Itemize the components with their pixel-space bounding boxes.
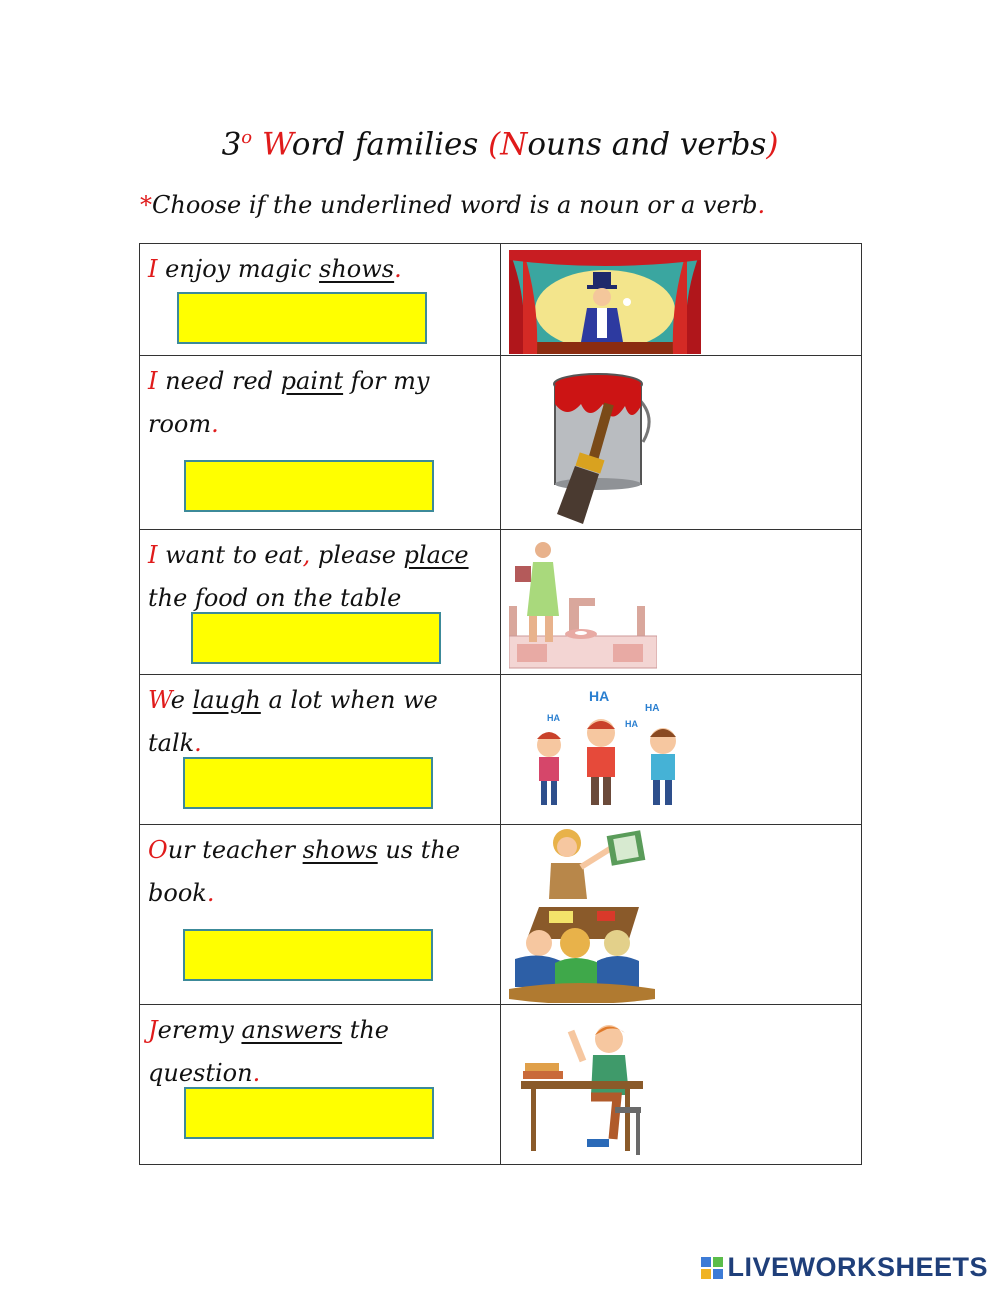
sentence: Jeremy answers the question.: [148, 1016, 390, 1087]
answer-field[interactable]: [191, 612, 441, 664]
underlined-word: laugh: [192, 686, 261, 714]
sentence: Our teacher shows us the book.: [148, 836, 461, 907]
boy-raising-hand-image: [521, 1015, 661, 1159]
magician-on-stage-image: [509, 250, 701, 354]
table-row: [140, 825, 862, 1005]
table-row: [140, 244, 862, 356]
sentence: I want to eat, please place the food on the table: [148, 541, 469, 612]
teacher-showing-book-image: [509, 827, 659, 1003]
answer-field[interactable]: [184, 1087, 434, 1139]
answer-field[interactable]: [183, 929, 433, 981]
answer-field[interactable]: [183, 757, 433, 809]
sentence: We laugh a lot when we talk.: [148, 686, 438, 757]
svg-text:HA: HA: [547, 713, 560, 723]
logo-icon: [701, 1257, 723, 1279]
worksheet-table: [139, 243, 862, 1165]
instruction: *Choose if the underlined word is a noun or a verb.: [140, 191, 766, 219]
woman-setting-table-image: [509, 536, 657, 674]
underlined-word: place: [403, 541, 469, 569]
worksheet-title: 3$^o$ Word families (Nouns and verbs): [221, 126, 779, 163]
underlined-word: shows: [302, 836, 378, 864]
table-row: [140, 356, 862, 530]
answer-field[interactable]: [177, 292, 427, 344]
table-row: [140, 675, 862, 825]
children-laughing-image: [523, 683, 693, 817]
svg-text:HA: HA: [645, 703, 660, 714]
table-row: [140, 530, 862, 675]
sentence: I need red paint for my room.: [148, 367, 430, 438]
underlined-word: answers: [241, 1016, 343, 1044]
table-row: [140, 1005, 862, 1165]
underlined-word: shows: [319, 255, 395, 283]
svg-text:HA: HA: [625, 719, 638, 729]
sentence: I enjoy magic shows.: [148, 255, 402, 283]
liveworksheets-logo: LIVEWORKSHEETS: [701, 1252, 988, 1283]
paint-bucket-image: [541, 364, 661, 526]
underlined-word: paint: [280, 367, 344, 395]
svg-text:HA: HA: [589, 688, 610, 704]
answer-field[interactable]: [184, 460, 434, 512]
